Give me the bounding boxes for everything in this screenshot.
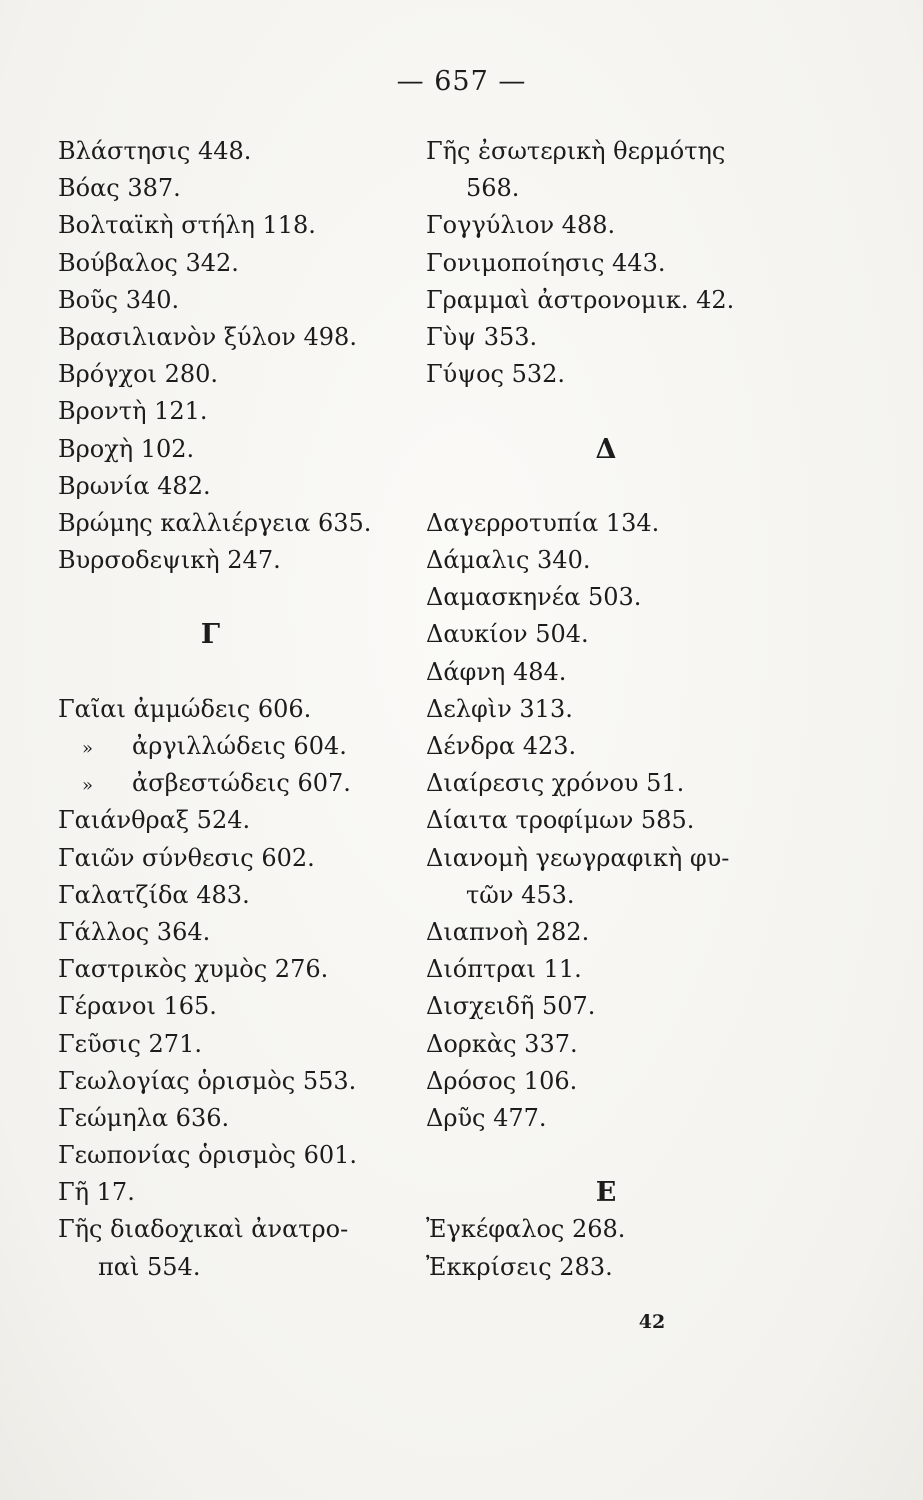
section-letter-delta: Δ (595, 433, 617, 465)
index-entry: Βόας 387. (58, 174, 181, 203)
index-entry: Διαπνοὴ 282. (426, 917, 590, 946)
ditto-mark: » (82, 775, 94, 797)
index-entry: Βλάστησις 448. (58, 137, 252, 165)
index-entry: Δαμασκηνέα 503. (426, 583, 642, 612)
index-entry: Βολταϊκὴ στήλη 118. (58, 211, 316, 240)
index-entry-text: ἀργιλλώδεις 604. (132, 732, 347, 760)
index-entry: Δίαιτα τροφίμων 585. (426, 806, 695, 835)
index-column-left (58, 133, 403, 1286)
index-entry: Γεῦσις 271. (58, 1029, 202, 1058)
index-entry: Βροχὴ 102. (58, 434, 195, 463)
index-entry: Γέρανοι 165. (58, 992, 217, 1021)
index-entry: Γάλλος 364. (58, 917, 211, 946)
index-entry: Γῆς ἐσωτερικὴ θερμότης (426, 137, 726, 165)
index-entry: Δορκὰς 337. (426, 1029, 578, 1058)
index-entry: Γαιῶν σύνθεσις 602. (58, 843, 315, 872)
index-entry: Δάφνη 484. (426, 657, 567, 686)
section-letter-gamma: Γ (200, 619, 221, 651)
page-number: — 657 — (396, 66, 527, 97)
index-entry: Διαίρεσις χρόνου 51. (426, 769, 685, 798)
index-entry-continuation: παὶ 554. (98, 1252, 201, 1281)
blank-line (58, 579, 403, 616)
signature-mark: 42 (638, 1311, 666, 1333)
section-letter-epsilon: Ε (595, 1177, 617, 1209)
index-entry: Διόπτραι 11. (426, 955, 582, 984)
index-entry: Ἐκκρίσεις 283. (426, 1252, 613, 1281)
index-entry: Γὺψ 353. (426, 322, 538, 351)
index-entry: Δάμαλις 340. (426, 546, 591, 575)
blank-line (58, 654, 403, 691)
index-entry: Δένδρα 423. (426, 732, 577, 760)
index-entry: Γαλατζίδα 483. (58, 880, 250, 909)
index-entry: Βοῦς 340. (58, 285, 180, 314)
index-column-right (426, 133, 806, 1286)
index-entry: Γαῖαι ἀμμώδεις 606. (58, 694, 312, 723)
index-entry: Γονιμοποίησις 443. (426, 248, 666, 277)
index-entry: Βρωνία 482. (58, 471, 211, 500)
index-entry-ditto (58, 728, 403, 765)
index-entry: Γῆς διαδοχικαὶ ἀνατρο- (58, 1215, 349, 1244)
index-entry: Βροντὴ 121. (58, 397, 208, 426)
index-entry: Ἐγκέφαλος 268. (426, 1215, 626, 1244)
index-entry: Βούβαλος 342. (58, 248, 239, 277)
index-entry-continuation: τῶν 453. (466, 880, 575, 909)
index-entry-continuation: 568. (466, 174, 520, 203)
index-entry: Γραμμαὶ ἀστρονομικ. 42. (426, 285, 735, 314)
blank-line (426, 468, 806, 505)
blank-line (426, 393, 806, 430)
index-entry: Γεώμηλα 636. (58, 1103, 230, 1132)
index-entry: Γεωλογίας ὁρισμὸς 553. (58, 1066, 357, 1095)
index-entry: Γῆ 17. (58, 1178, 135, 1207)
index-entry: Διανομὴ γεωγραφικὴ φυ- (426, 843, 730, 872)
index-entry: Γύψος 532. (426, 360, 566, 389)
index-entry: Δαυκίον 504. (426, 620, 589, 649)
index-entry: Δρόσος 106. (426, 1066, 578, 1095)
index-entry: Δρῦς 477. (426, 1103, 547, 1132)
index-entry: Γαιάνθραξ 524. (58, 806, 251, 835)
index-entry-ditto (58, 765, 403, 802)
index-entry: Βρόγχοι 280. (58, 360, 219, 389)
index-entry: Βρώμης καλλιέργεια 635. (58, 508, 372, 537)
blank-line (426, 1137, 806, 1174)
index-entry: Γεωπονίας ὁρισμὸς 601. (58, 1141, 358, 1170)
index-entry: Δελφὶν 313. (426, 694, 573, 723)
index-entry: Γογγύλιον 488. (426, 211, 616, 240)
index-entry: Βυρσοδεψικὴ 247. (58, 546, 281, 575)
index-entry: Γαστρικὸς χυμὸς 276. (58, 955, 329, 984)
index-entry-text: ἀσβεστώδεις 607. (132, 769, 351, 798)
index-entry: Δισχειδῆ 507. (426, 992, 596, 1021)
index-entry: Βρασιλιανὸν ξύλον 498. (58, 322, 357, 351)
ditto-mark: » (82, 738, 94, 759)
index-entry: Δαγερροτυπία 134. (426, 508, 660, 537)
